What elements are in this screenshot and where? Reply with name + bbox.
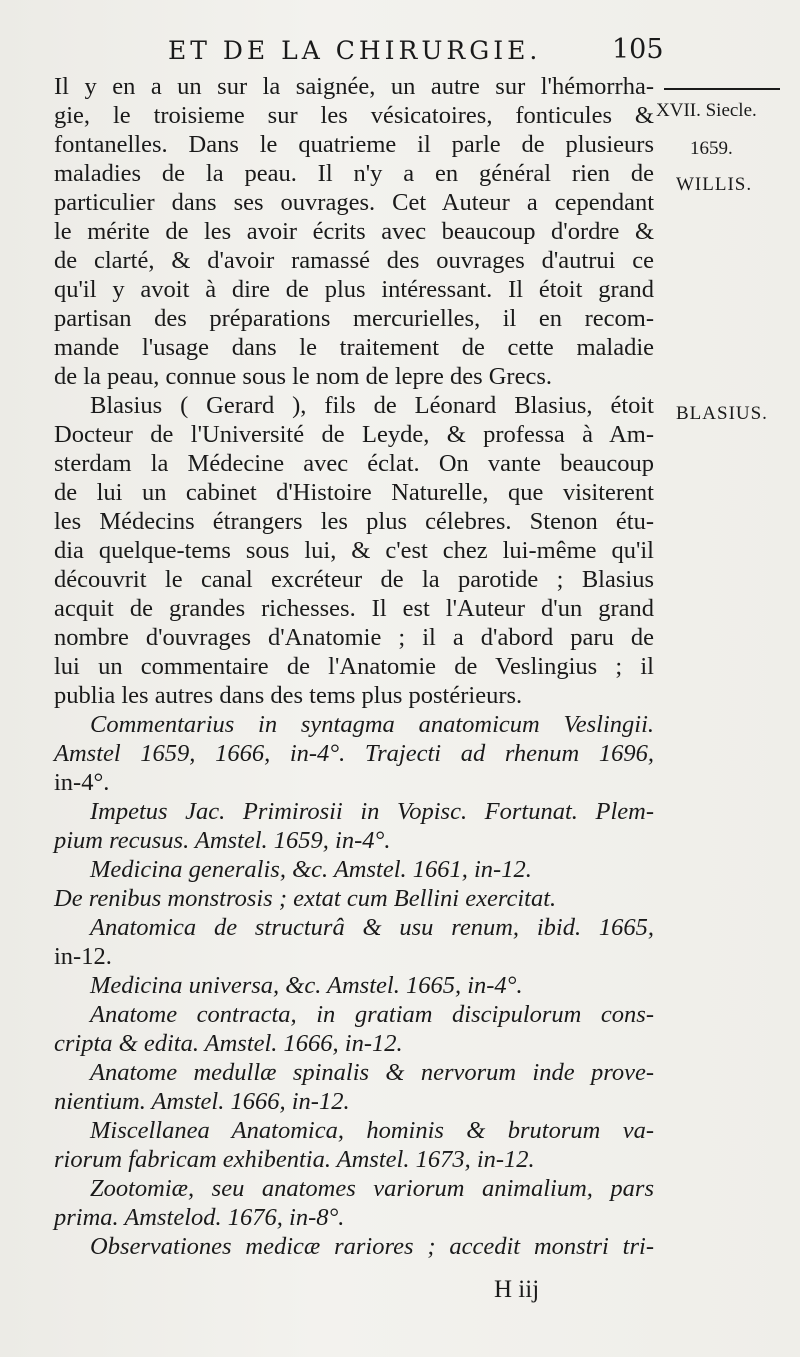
text-line: Medicina generalis, &c. Amstel. 1661, in-12. [90, 856, 532, 883]
text-line: Docteur de l'Université de Leyde, & professa à Am- [54, 421, 654, 448]
text-line: Medicina universa, &c. Amstel. 1665, in-4°. [90, 972, 523, 999]
text-line: Commentarius in syntagma anatomicum Veslingii. [90, 711, 654, 738]
text-line: in-12. [54, 943, 112, 970]
text-line: particulier dans ses ouvrages. Cet Auteur a cependant [54, 189, 654, 216]
text-line: sterdam la Médecine avec éclat. On vante beaucoup [54, 450, 654, 477]
text-line: lui un commentaire de l'Anatomie de Veslingius ; il [54, 653, 654, 680]
text-line: de la peau, connue sous le nom de lepre des Grecs. [54, 363, 552, 390]
text-line: dia quelque-tems sous lui, & c'est chez lui-même qu'il [54, 537, 654, 564]
text-line: Miscellanea Anatomica, hominis & brutorum va- [90, 1117, 654, 1144]
text-line: cripta & edita. Amstel. 1666, in-12. [54, 1030, 403, 1057]
text-line: de lui un cabinet d'Histoire Naturelle, que visiterent [54, 479, 654, 506]
signature-mark: H iij [494, 1276, 540, 1303]
text-line: De renibus monstrosis ; extat cum Bellini exercitat. [54, 885, 557, 912]
margin-note-willis: WILLIS. [676, 174, 753, 195]
text-line: prima. Amstelod. 1676, in-8°. [54, 1204, 345, 1231]
text-line: Anatomica de structurâ & usu renum, ibid. 1665, [90, 914, 654, 941]
text-line: de clarté, & d'avoir ramassé des ouvrages d'autrui ce [54, 247, 654, 274]
text-line: Blasius ( Gerard ), fils de Léonard Blasius, étoit [90, 392, 654, 419]
text-line: acquit de grandes richesses. Il est l'Auteur d'un grand [54, 595, 654, 622]
text-line: Amstel 1659, 1666, in-4°. Trajecti ad rhenum 1696, [54, 740, 654, 767]
text-line: Zootomiæ, seu anatomes variorum animalium, pars [90, 1175, 654, 1202]
text-line: riorum fabricam exhibentia. Amstel. 1673, in-12. [54, 1146, 535, 1173]
margin-note-century: XVII. Siecle. [656, 100, 757, 121]
text-line: in-4°. [54, 769, 110, 796]
running-head: ET DE LA CHIRURGIE. [168, 36, 542, 65]
text-line: Impetus Jac. Primirosii in Vopisc. Fortunat. Plem- [90, 798, 654, 825]
text-line: Observationes medicæ rariores ; accedit monstri tri- [90, 1233, 654, 1260]
text-line: fontanelles. Dans le quatrieme il parle de plusieurs [54, 131, 654, 158]
text-line: qu'il y avoit à dire de plus intéressant. Il étoit grand [54, 276, 654, 303]
margin-rule [664, 88, 780, 90]
text-line: le mérite de les avoir écrits avec beaucoup d'ordre & [54, 218, 654, 245]
text-line: mande l'usage dans le traitement de cette maladie [54, 334, 654, 361]
body-text [54, 72, 654, 1261]
text-line: Il y en a un sur la saignée, un autre sur l'hémorrha- [54, 73, 654, 100]
page-number: 105 [612, 34, 664, 65]
text-line: gie, le troisieme sur les vésicatoires, fonticules & [54, 102, 654, 129]
text-line: partisan des préparations mercurielles, il en recom- [54, 305, 654, 332]
text-line: nombre d'ouvrages d'Anatomie ; il a d'abord paru de [54, 624, 654, 651]
text-line: nientium. Amstel. 1666, in-12. [54, 1088, 350, 1115]
text-line: Anatome medullæ spinalis & nervorum inde prove- [90, 1059, 654, 1086]
text-line: découvrit le canal excréteur de la parotide ; Blasius [54, 566, 654, 593]
text-line: maladies de la peau. Il n'y a en général rien de [54, 160, 654, 187]
margin-note-year: 1659. [690, 138, 733, 159]
text-line: Anatome contracta, in gratiam discipulorum cons- [90, 1001, 654, 1028]
text-line: publia les autres dans des tems plus postérieurs. [54, 682, 523, 709]
text-line: pium recusus. Amstel. 1659, in-4°. [54, 827, 391, 854]
margin-note-blasius: BLASIUS. [676, 403, 768, 424]
text-line: les Médecins étrangers les plus célebres. Stenon étu- [54, 508, 654, 535]
